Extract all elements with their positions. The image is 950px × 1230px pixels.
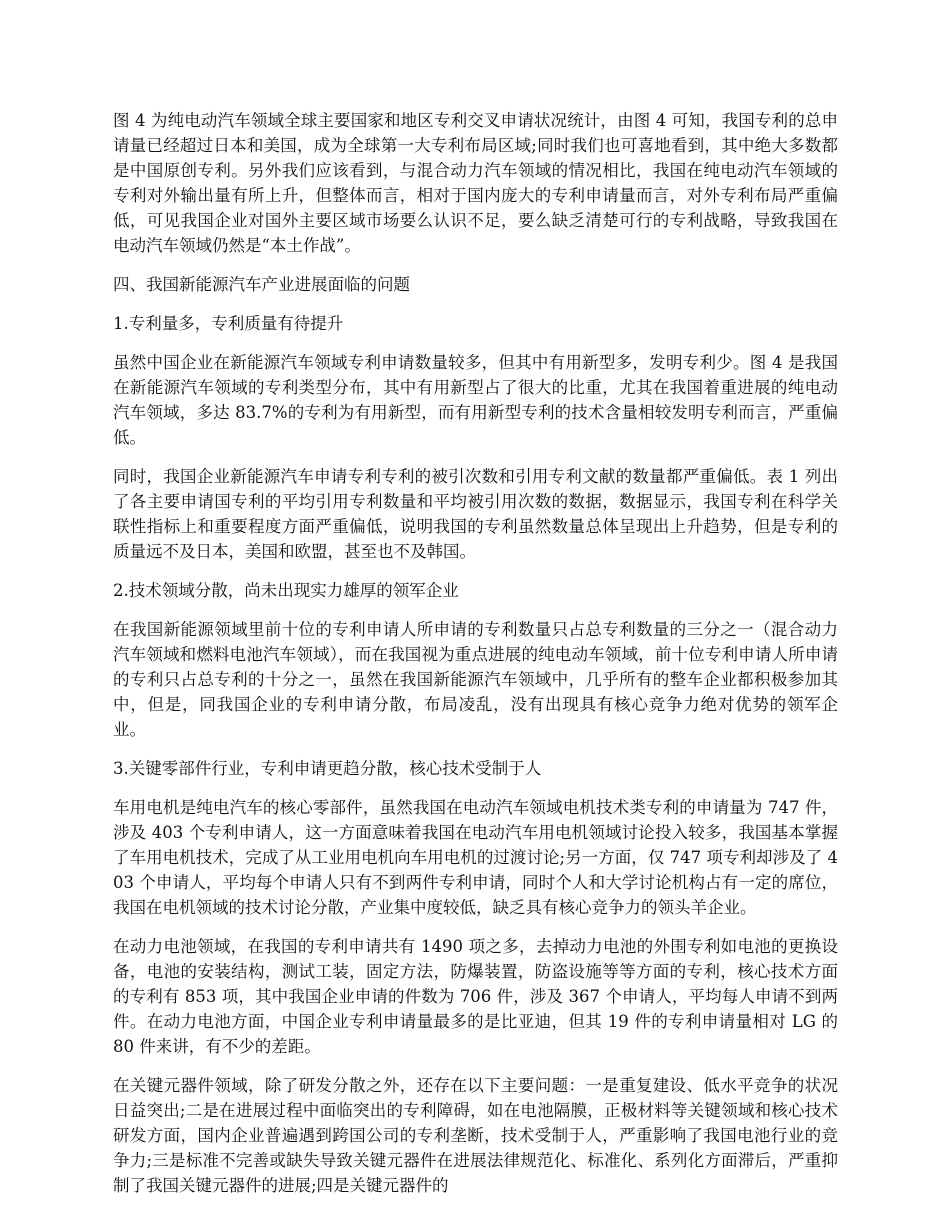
body-paragraph: 在我国新能源领域里前十位的专利申请人所申请的专利数量只占总专利数量的三分之一（混合动力汽车领域和燃料电池汽车领域），而在我国视为重点进展的纯电动车领域，前十位专利申请人所申请的专利只占总专利的十分之一，虽然在我国新能源汽车领域中，几乎所有的整车企业都积极参加其中，但是，同我国企业的专利申请分散，布局凌乱，没有出现具有核心竞争力绝对优势的领军企业。 bbox=[113, 620, 838, 739]
body-paragraph: 在动力电池领域，在我国的专利申请共有 1490 项之多，去掉动力电池的外围专利如电池的更换设备，电池的安装结构，测试工装，固定方法，防爆装置，防盗设施等等方面的专利，核心技术方面的专利有 853 项，其中我国企业申请的件数为 706 件，涉及 367 个申请人，平均每人申请不到两件。在动力电池方面，中国企业专利申请量最多的是比亚迪，但其 19 件的专利申请量相对 LG 的 80 件来讲，有不少的差距。 bbox=[113, 937, 838, 1056]
body-paragraph: 虽然中国企业在新能源汽车领域专利申请数量较多，但其中有用新型多，发明专利少。图 4 是我国在新能源汽车领域的专利类型分布，其中有用新型占了很大的比重，尤其在我国着重进展的纯电动汽车领域，多达 83.7%的专利为有用新型，而有用新型专利的技术含量相较发明专利而言，严重偏低。 bbox=[113, 353, 838, 447]
body-paragraph: 图 4 为纯电动汽车领域全球主要国家和地区专利交叉申请状况统计，由图 4 可知，我国专利的总申请量已经超过日本和美国，成为全球第一大专利布局区域;同时我们也可喜地看到，其中绝大多数都是中国原创专利。另外我们应该看到，与混合动力汽车领域的情况相比，我国在纯电动汽车领域的专利对外输出量有所上升，但整体而言，相对于国内庞大的专利申请量而言，对外专利布局严重偏低，可见我国企业对国外主要区域市场要么认识不足，要么缺乏清楚可行的专利战略，导致我国在电动汽车领域仍然是“本土作战”。 bbox=[113, 111, 838, 255]
subsection-heading: 3.关键零部件行业，专利申请更趋分散，核心技术受制于人 bbox=[113, 759, 542, 778]
subsection-heading: 1.专利量多，专利质量有待提升 bbox=[113, 314, 344, 333]
body-paragraph: 在关键元器件领域，除了研发分散之外，还存在以下主要问题：一是重复建设、低水平竞争的状况日益突出;二是在进展过程中面临突出的专利障碍，如在电池隔膜，正极材料等关键领域和核心技术研发方面，国内企业普遍遇到跨国公司的专利垄断，技术受制于人，严重影响了我国电池行业的竞争力;三是标准不完善或缺失导致关键元器件在进展法律规范化、标准化、系列化方面滞后，严重抑制了我国关键元器件的进展;四是关键元器件的 bbox=[113, 1076, 838, 1195]
subsection-heading: 2.技术领域分散，尚未出现实力雄厚的领军企业 bbox=[113, 581, 459, 600]
body-paragraph: 同时，我国企业新能源汽车申请专利专利的被引次数和引用专利文献的数量都严重偏低。表 1 列出了各主要申请国专利的平均引用专利数量和平均被引用次数的数据，数据显示，我国专利在科学关联性指标上和重要程度方面严重偏低，说明我国的专利虽然数量总体呈现出上升趋势，但是专利的质量远不及日本，美国和欧盟，甚至也不及韩国。 bbox=[113, 467, 838, 561]
section-heading: 四、我国新能源汽车产业进展面临的问题 bbox=[113, 275, 410, 294]
document-page bbox=[113, 108, 838, 1208]
body-paragraph: 车用电机是纯电汽车的核心零部件，虽然我国在电动汽车领域电机技术类专利的申请量为 747 件，涉及 403 个专利申请人，这一方面意味着我国在电动汽车用电机领域讨论投入较多，我国基本掌握了车用电机技术，完成了从工业用电机向车用电机的过渡讨论;另一方面，仅 747 项专利却涉及了 403 个申请人，平均每个申请人只有不到两件专利申请，同时个人和大学讨论机构占有一定的席位，我国在电机领域的技术讨论分散，产业集中度较低，缺乏具有核心竞争力的领头羊企业。 bbox=[113, 798, 838, 917]
